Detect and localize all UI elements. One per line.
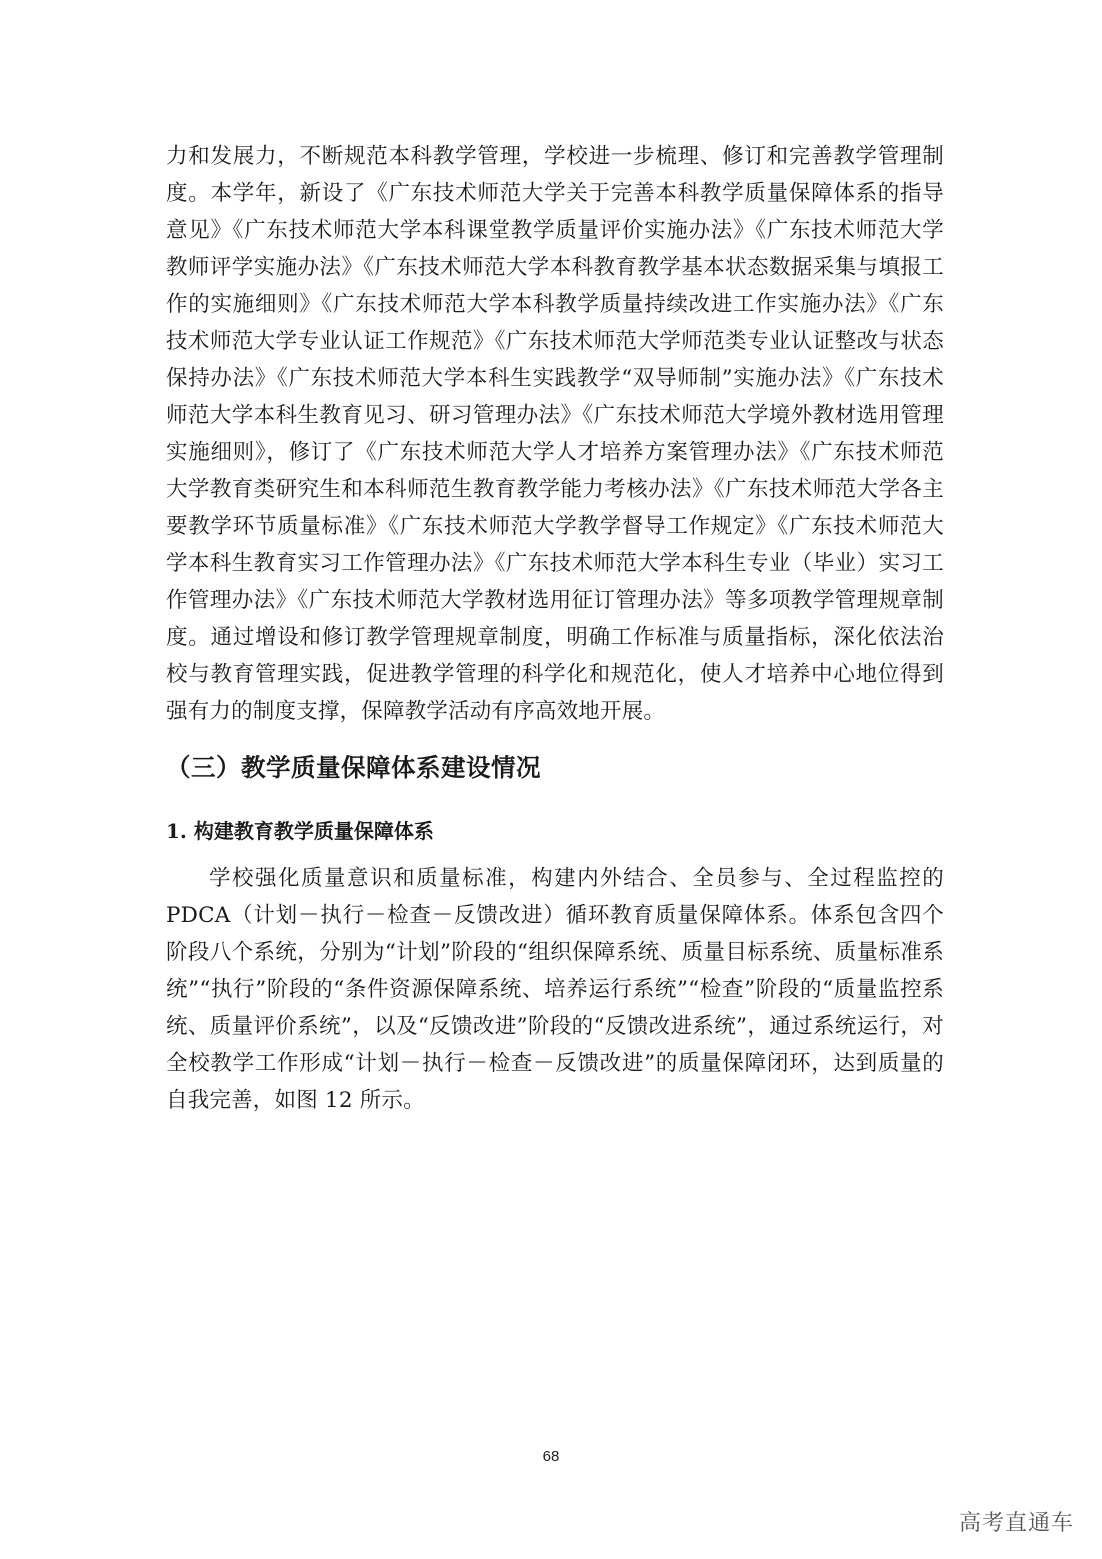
page-number: 68	[542, 1448, 560, 1465]
body-paragraph-continued: 力和发展力，不断规范本科教学管理，学校进一步梳理、修订和完善教学管理制度。本学年，新设了《广东技术师范大学关于完善本科教学质量保障体系的指导意见》《广东技术师范大学本科课堂教学质量评价实施办法》《广东技术师范大学教师评学实施办法》《广东技术师范大学本科教育教学基本状态数据采集与填报工作的实施细则》《广东技术师范大学本科教学质量持续改进工作实施办法》《广东技术师范大学专业认证工作规范》《广东技术师范大学师范类专业认证整改与状态保持办法》《广东技术师范大学本科生实践教学“双导师制”实施办法》《广东技术师范大学本科生教育见习、研习管理办法》《广东技术师范大学境外教材选用管理实施细则》，修订了《广东技术师范大学人才培养方案管理办法》《广东技术师范大学教育类研究生和本科师范生教育教学能力考核办法》《广东技术师范大学各主要教学环节质量标准》《广东技术师范大学教学督导工作规定》《广东技术师范大学本科生教育实习工作管理办法》《广东技术师范大学本科生专业（毕业）实习工作管理办法》《广东技术师范大学教材选用征订管理办法》等多项教学管理规章制度。通过增设和修订教学管理规章制度，明确工作标准与质量指标，深化依法治校与教育管理实践，促进教学管理的科学化和规范化，使人才培养中心地位得到强有力的制度支撑，保障教学活动有序高效地开展。	[166, 144, 944, 724]
watermark-text: 高考直通车	[958, 1511, 1074, 1536]
section-heading: （三）教学质量保障体系建设情况	[166, 753, 541, 782]
page-content	[166, 138, 944, 1119]
body-paragraph-pdca: 学校强化质量意识和质量标准，构建内外结合、全员参与、全过程监控的PDCA（计划－执行－检查－反馈改进）循环教育质量保障体系。体系包含四个阶段八个系统，分别为“计划”阶段的“组织保障系统、质量目标系统、质量标准系统”“执行”阶段的“条件资源保障系统、培养运行系统”“检查”阶段的“质量监控系统、质量评价系统”，以及“反馈改进”阶段的“反馈改进系统”，通过系统运行，对全校教学工作形成“计划－执行－检查－反馈改进”的质量保障闭环，达到质量的自我完善，如图 12 所示。	[166, 866, 944, 1113]
sub-heading: 1. 构建教育教学质量保障体系	[166, 819, 434, 843]
